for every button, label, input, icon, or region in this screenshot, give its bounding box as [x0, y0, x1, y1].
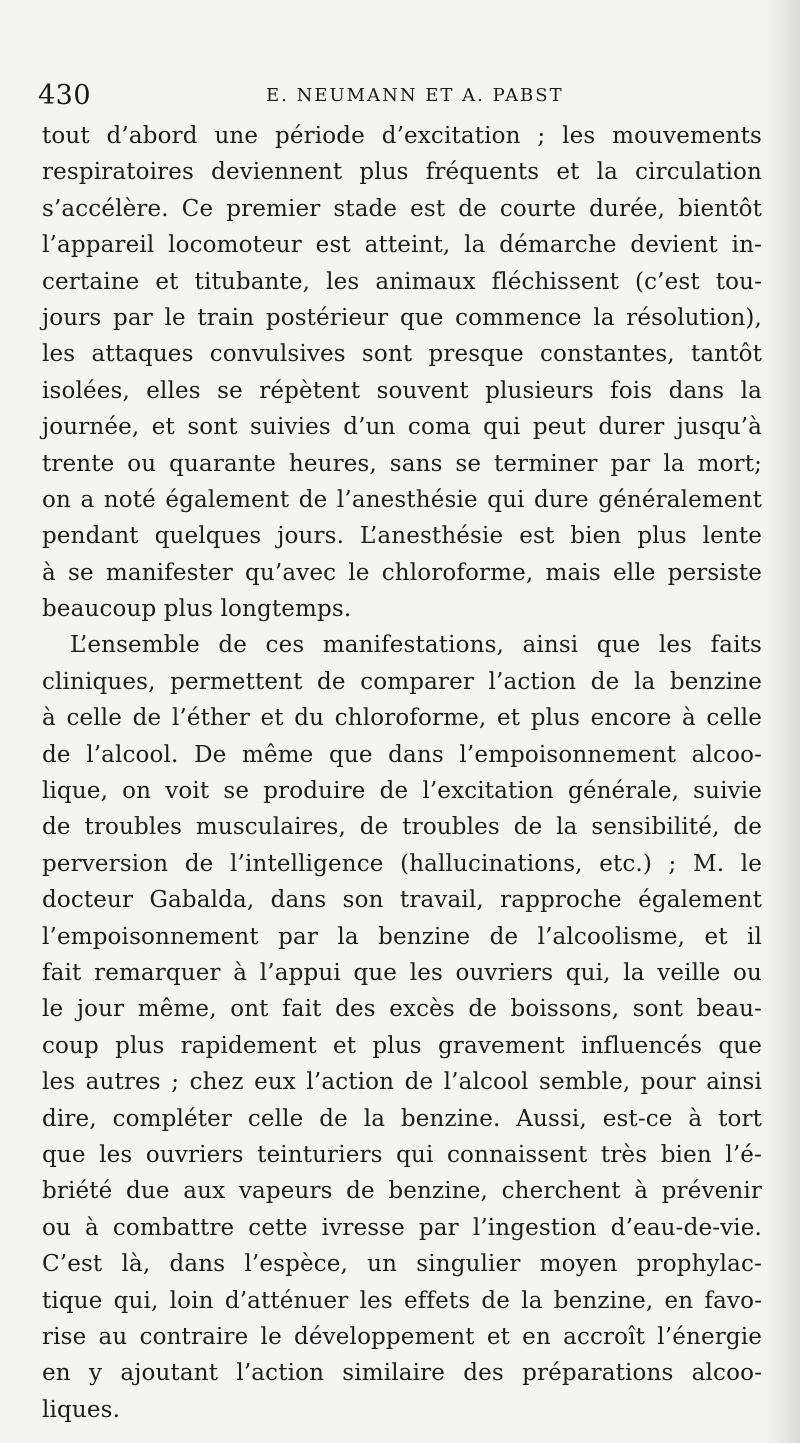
text-line: que les ouvriers teinturiers qui connaissent très bien l’é-	[42, 1141, 762, 1168]
paragraph-1	[42, 118, 762, 627]
text-line: certaine et titubante, les animaux fléchissent (c’est tou-	[42, 268, 762, 295]
paragraph-2	[42, 627, 762, 1428]
text-line: à celle de l’éther et du chloroforme, et plus encore à celle	[42, 705, 762, 732]
text-line: pendant quelques jours. L’anesthésie est bien plus lente	[42, 523, 762, 550]
text-line: à se manifester qu’avec le chloroforme, mais elle persiste	[42, 559, 762, 586]
text-line: isolées, elles se répètent souvent plusieurs fois dans la	[42, 377, 762, 404]
text-line: le jour même, ont fait des excès de boissons, sont beau-	[42, 996, 762, 1023]
text-line: respiratoires deviennent plus fréquents et la circulation	[42, 159, 762, 186]
text-line: jours par le train postérieur que commence la résolution),	[42, 304, 762, 331]
text-line: coup plus rapidement et plus gravement influencés que	[42, 1032, 762, 1059]
text-line: liques.	[42, 1396, 121, 1423]
page-number: 430	[38, 80, 92, 111]
text-line: les attaques convulsives sont presque constantes, tantôt	[42, 341, 762, 368]
text-line: L’ensemble de ces manifestations, ainsi que les faits	[70, 632, 762, 659]
text-line: trente ou quarante heures, sans se terminer par la mort;	[42, 450, 762, 477]
text-line: dire, compléter celle de la benzine. Aussi, est-ce à tort	[42, 1105, 762, 1132]
text-line: journée, et sont suivies d’un coma qui peut durer jusqu’à	[42, 414, 762, 441]
text-line: beaucoup plus longtemps.	[42, 596, 352, 623]
text-line: s’accélère. Ce premier stade est de courte durée, bientôt	[42, 195, 762, 222]
text-line: de troubles musculaires, de troubles de la sensibilité, de	[42, 814, 762, 841]
text-line: lique, on voit se produire de l’excitation générale, suivie	[42, 778, 762, 805]
text-line: l’appareil locomoteur est atteint, la démarche devient in-	[42, 232, 762, 259]
text-line: docteur Gabalda, dans son travail, rapproche également	[42, 887, 762, 914]
text-line: rise au contraire le développement et en accroît l’énergie	[42, 1323, 762, 1350]
text-line: l’empoisonnement par la benzine de l’alcoolisme, et il	[42, 923, 762, 950]
running-title: E. NEUMANN ET A. PABST	[266, 85, 564, 106]
text-line: on a noté également de l’anesthésie qui dure généralement	[42, 486, 762, 513]
text-line: les autres ; chez eux l’action de l’alcool semble, pour ainsi	[42, 1069, 762, 1096]
text-line: en y ajoutant l’action similaire des préparations alcoo-	[42, 1360, 762, 1387]
page-header	[38, 80, 758, 120]
text-line: C’est là, dans l’espèce, un singulier moyen prophylac-	[42, 1251, 762, 1278]
body-text	[42, 118, 762, 1428]
text-line: de l’alcool. De même que dans l’empoisonnement alcoo-	[42, 741, 762, 768]
text-line: tique qui, loin d’atténuer les effets de la benzine, en favo-	[42, 1287, 762, 1314]
text-line: tout d’abord une période d’excitation ; les mouvements	[42, 123, 762, 149]
text-line: briété due aux vapeurs de benzine, cherchent à prévenir	[42, 1178, 762, 1205]
text-line: perversion de l’intelligence (hallucinations, etc.) ; M. le	[42, 850, 762, 877]
text-line: cliniques, permettent de comparer l’action de la benzine	[42, 668, 762, 695]
text-line: ou à combattre cette ivresse par l’ingestion d’eau-de-vie.	[42, 1214, 762, 1241]
text-line: fait remarquer à l’appui que les ouvriers qui, la veille ou	[42, 959, 762, 986]
